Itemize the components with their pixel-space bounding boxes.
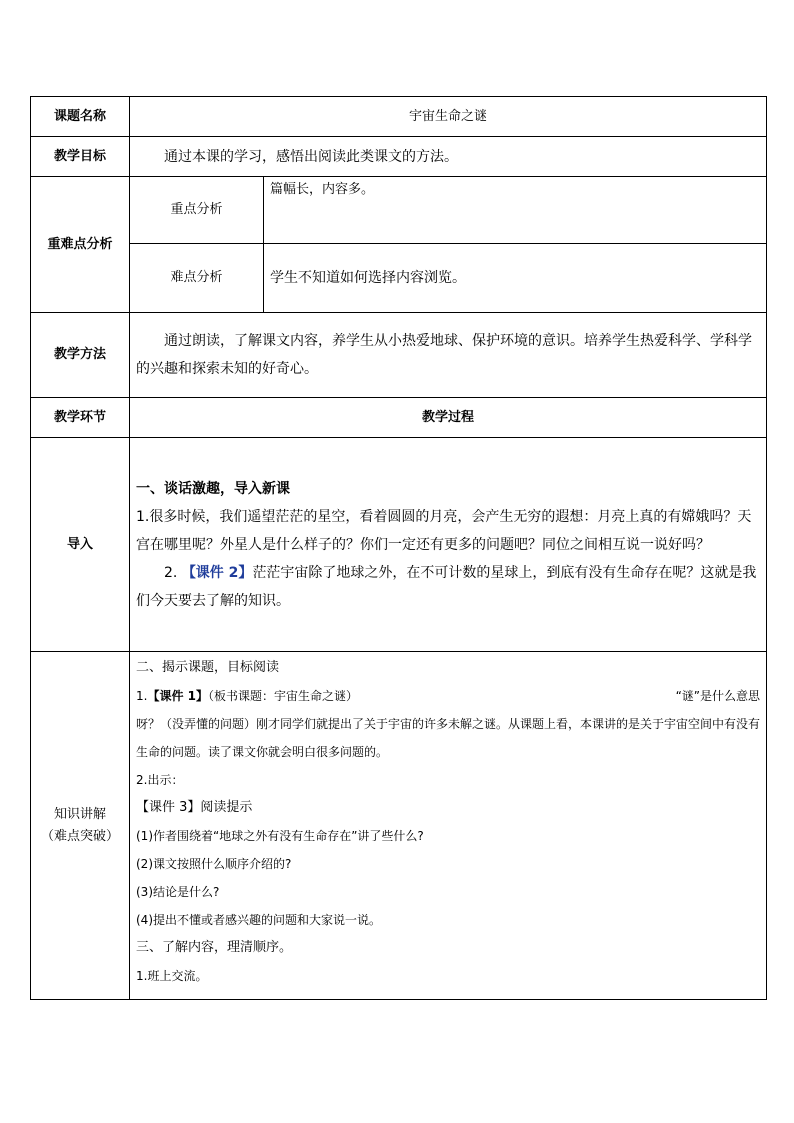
knowledge-line-7: (2)课文按照什么顺序介绍的? [136,857,292,871]
row-goal [31,137,767,177]
row-process-header [31,398,767,438]
row-knowledge [31,652,767,1000]
knowledge-line-2-text: （板书课题：宇宙生命之谜） [207,689,358,703]
knowledge-line-9: (4)提出不懂或者感兴趣的问题和大家说一说。 [136,913,381,927]
knowledge-line-2 [136,682,760,710]
knowledge-line-8: (3)结论是什么? [136,885,220,899]
knowledge-line-5: 【课件 3】阅读提示 [136,800,253,815]
intro-paragraph-1: 1.很多时候，我们遥望茫茫的星空，看着圆圆的月亮，会产生无穷的遐想：月亮上真的有嫦娥吗？天宫在哪里呢？外星人是什么样子的？你们一定还有更多的问题吧？同位之间相互说一说好吗？ [136,509,752,553]
difficulty-analysis-value: 学生不知道如何选择内容浏览。 [264,244,767,313]
goal-label: 教学目标 [31,137,130,177]
knowledge-line-4: 2.出示： [136,773,184,787]
method-value: 通过朗读，了解课文内容，养学生从小热爱地球、保护环境的意识。培养学生热爱科学、学科学的兴趣和探索未知的好奇心。 [130,313,767,398]
row-title [31,97,767,137]
knowledge-line-6: (1)作者围绕着“地球之外有没有生命存在”讲了些什么? [136,829,424,843]
knowledge-label [31,652,130,1000]
row-difficulty-analysis [31,244,767,313]
knowledge-line-11: 1.班上交流。 [136,969,208,983]
knowledge-label-line1: 知识讲解 [53,806,106,822]
intro-paragraph-2-number: 2. [164,565,178,581]
knowledge-line-10: 三、了解内容，理清顺序。 [136,940,293,955]
process-header: 教学过程 [130,398,767,438]
key-analysis-label: 重点分析 [130,177,264,244]
method-label: 教学方法 [31,313,130,398]
knowledge-line-2-question: “谜”是什么意思 [675,689,761,703]
intro-paragraph-2 [136,559,760,615]
row-method [31,313,767,398]
intro-heading: 一、谈话激趣，导入新课 [136,481,290,497]
key-analysis-value: 篇幅长，内容多。 [264,177,767,244]
intro-label: 导入 [31,438,130,652]
analysis-label: 重难点分析 [31,177,130,313]
knowledge-courseware-tag-1: 【课件 1】 [147,689,208,703]
knowledge-line-1: 二、揭示课题，目标阅读 [136,660,280,675]
row-key-analysis [31,177,767,244]
row-intro [31,438,767,652]
intro-content [130,438,767,652]
knowledge-label-line2: （难点突破） [40,828,119,844]
process-stage-header: 教学环节 [31,398,130,438]
goal-value: 通过本课的学习，感悟出阅读此类课文的方法。 [130,137,767,177]
lesson-plan-table [30,96,767,1000]
knowledge-content [130,652,767,1000]
difficulty-analysis-label: 难点分析 [130,244,264,313]
intro-paragraph-2-text: 茫茫宇宙除了地球之外，在不可计数的星球上，到底有没有生命存在呢？这就是我们今天要去了解的知识。 [136,565,757,609]
intro-courseware-tag: 【课件 2】 [181,565,253,581]
knowledge-line-2-number: 1. [136,689,148,703]
title-value: 宇宙生命之谜 [130,97,767,137]
knowledge-line-3: 呀？（没弄懂的问题）刚才同学们就提出了关于宇宙的许多未解之谜。从课题上看，本课讲的是关于宇宙空间中有没有生命的问题。读了课文你就会明白很多问题的。 [136,717,761,759]
title-label: 课题名称 [31,97,130,137]
